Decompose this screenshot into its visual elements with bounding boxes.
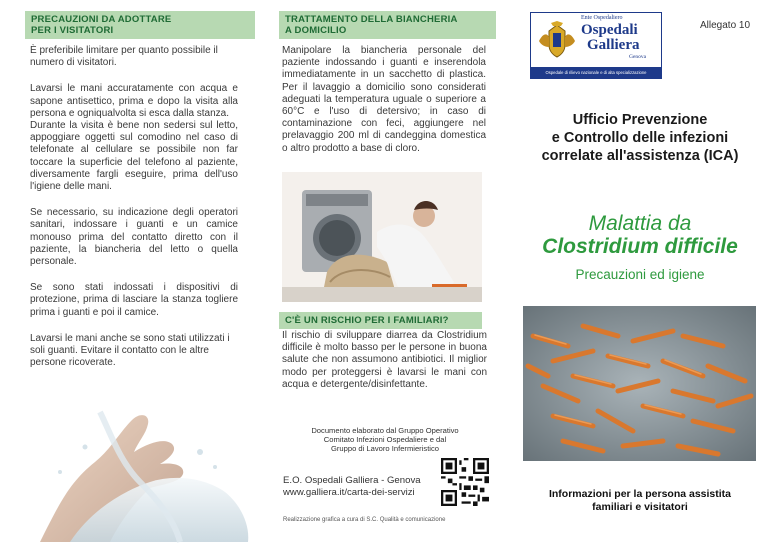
info-footer [512,488,768,514]
familiari-p1: Il rischio di sviluppare diarrea da Clostridium difficile è molto basso per le persone in buona salute che non assumono antibiotici. Il miglior modo per proteggersi è lavarsi le mani con acqua e detergente/disinfettante. [282,330,487,390]
header-familiari [279,312,482,329]
hand-water-image [0,392,256,543]
laundry-photo [282,172,482,302]
contatti-ente: E.O. Ospedali Galliera - Genova [283,475,421,486]
malattia-line2: Clostridium difficile [542,235,738,258]
galliera-logo [530,12,662,79]
familiari-text [282,330,487,391]
header-visitatori-line2: PER I VISITATORI [31,25,114,36]
header-biancheria-line2: A DOMICILIO [285,25,347,36]
documento-line2: Comitato Infezioni Ospedaliere e dal [323,435,447,445]
malattia-title [512,212,768,258]
header-visitatori-line1: PRECAUZIONI DA ADOTTARE [31,14,172,25]
precauzioni-subtitle: Precauzioni ed igiene [575,267,705,282]
qr-code-icon[interactable] [441,458,489,506]
logo-tagline: Ospedale di rilievo nazionale e di alta specializzazione [531,67,661,78]
ufficio-line2: e Controllo delle infezioni [551,130,729,146]
info-line1: Informazioni per la persona assistita [548,488,732,500]
ufficio-title [512,111,768,165]
logo-ente: Ente Ospedaliero [581,15,623,21]
documento-line1: Documento elaborato dal Gruppo Operativo [311,426,459,435]
info-line2: familiari e visitatori [592,501,688,513]
header-familiari-text: C'È UN RISCHIO PER I FAMILIARI? [285,315,449,326]
header-visitatori [25,11,255,39]
allegato-label: Allegato 10 [700,20,751,31]
visitatori-p3: Durante la visita è bene non sedersi sul letto, appoggiare oggetti sul comodino nel caso di telefonate al cellulare se possibile non far toccare la superficie del telefono al paziente, diversamente fargli eseguire, prima dell'uso l'igiene delle mani. [30,120,238,193]
contatti-block [283,475,421,499]
logo-name1: Ospedali [581,22,638,38]
bacteria-micrograph-image [523,306,756,461]
biancheria-p1: Manipolare la biancheria personale del paziente indossando i guanti e inserendola immediatamente in un sacchetto di plastica. Per il lavaggio a domicilio sono considerati adeguati la temperatura uguale o superiore a 60°C e l'uso di detersivo; in caso di contaminazione con feci, aggiungere nel prelavaggio 200 ml di candeggina domestica o altro prodotto a base di cloro. [282,45,486,154]
contatti-url[interactable]: www.galliera.it/carta-dei-servizi [283,487,415,498]
visitatori-p6: Lavarsi le mani anche se sono stati utilizzati i soli guanti. Evitare il contatto con le altre persone ricoverate. [30,332,230,369]
coat-of-arms-icon [535,21,579,61]
header-biancheria-line1: TRATTAMENTO DELLA BIANCHERIA [285,14,458,25]
documento-note [276,426,494,454]
visitatori-text [30,45,238,369]
visitatori-p4: Se necessario, su indicazione degli operatori sanitari, indossare i guanti e un camice monouso prima del contatto diretto con il paziente, la biancheria del letto o quella personale. [30,207,238,268]
biancheria-text [282,45,486,155]
logo-name2: Galliera [587,37,640,53]
visitatori-p1: È preferibile limitare per quanto possibile il numero di visitatori. [30,45,218,69]
header-biancheria [279,11,496,39]
visitatori-p2: Lavarsi le mani accuratamente con acqua e sapone antisettico, prima e dopo la visita alla persona e ogniqualvolta si esca dalla stanza. [30,83,238,119]
logo-city: Genova [629,54,647,60]
ufficio-line3: correlate all'assistenza (ICA) [541,148,739,164]
ufficio-line1: Ufficio Prevenzione [572,112,708,128]
visitatori-p5: Se sono stati indossati i dispositivi di protezione, prima di lasciare la stanza togliere prima i guanti e poi il camice. [30,282,238,318]
documento-line3: Gruppo di Lavoro Infermieristico [330,444,440,454]
malattia-line1: Malattia da [588,212,692,235]
credit-text: Realizzazione grafica a cura di S.C. Qualità e comunicazione [283,517,446,523]
